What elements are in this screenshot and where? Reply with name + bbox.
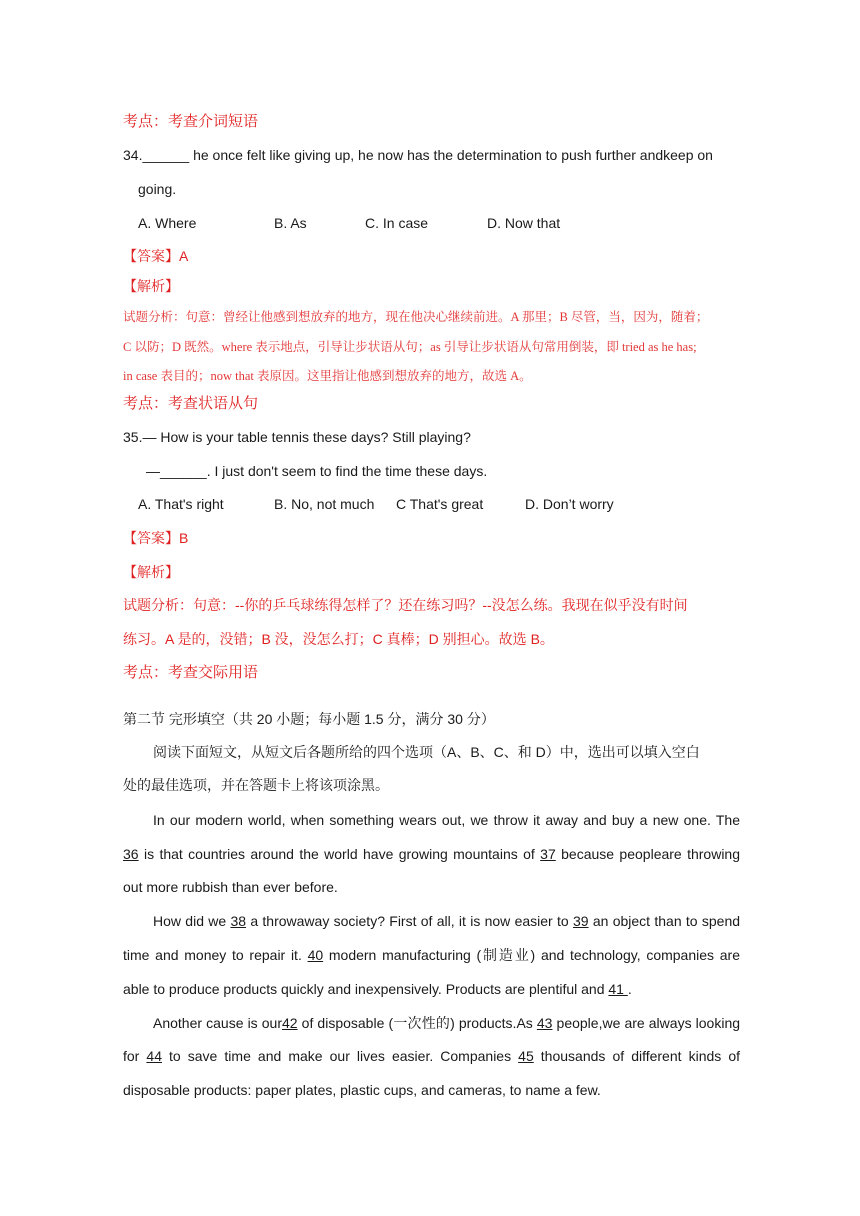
q35-analysis-line2: 练习。A 是的，没错；B 没，没怎么打；C 真棒；D 别担心。故选 B。 (123, 631, 554, 647)
q34-analysis-line2: C 以防；D 既然。where 表示地点，引导让步状语从句；as 引导让步状语从句常用倒装，即 tried as he has; (123, 340, 697, 354)
blank-43: 43 (536, 1015, 553, 1031)
passage-p2-line3: able to produce products quickly and inexpensively. Products are plentiful and 41 . (123, 981, 632, 997)
q35-answer: 【答案】B (123, 530, 189, 546)
q34-kaodian: 考点：考查状语从句 (123, 396, 259, 412)
q35-option-d: D. Don’t worry (525, 496, 614, 512)
blank-37: 37 (540, 846, 556, 862)
q34-answer: 【答案】A (123, 248, 189, 264)
passage-p1-line2: 36 is that countries around the world have growing mountains of 37 because peopleare throwing (123, 846, 741, 862)
q35-option-b: B. No, not much (274, 496, 375, 512)
blank-45: 45 (518, 1048, 534, 1064)
blank-42: 42 (282, 1015, 298, 1031)
passage-p2-line1: How did we 38 a throwaway society? First of all, it is now easier to 39 an object than to spend (153, 913, 741, 929)
q34-stem-line1: 34.______ he once felt like giving up, he now has the determination to push further andkeep on (123, 147, 713, 163)
blank-44: 44 (146, 1048, 162, 1064)
blank-38: 38 (230, 913, 247, 929)
q34-stem-line2: going. (138, 181, 177, 197)
passage-p3-line1: Another cause is our42 of disposable (一次性的) products.As 43 people,we are always looking (153, 1015, 741, 1032)
q35-jiexi-label: 【解析】 (123, 564, 179, 580)
passage-p2-line2: time and money to repair it. 40 modern manufacturing (制造业) and technology, companies are (123, 947, 740, 964)
passage-p3-line2: for 44 to save time and make our lives easier. Companies 45 thousands of different kinds of (123, 1048, 740, 1064)
q34-option-d: D. Now that (487, 215, 561, 231)
q34-analysis-line1: 试题分析：句意：曾经让他感到想放弃的地方，现在他决心继续前进。A 那里；B 尽管，当，因为，随着； (123, 310, 709, 324)
q33-kaodian: 考点：考查介词短语 (123, 114, 259, 130)
section-heading: 第二节 完形填空（共 20 小题；每小题 1.5 分，满分 30 分） (123, 711, 495, 727)
q35-analysis-line1: 试题分析：句意：--你的乒乓球练得怎样了？还在练习吗？--没怎么练。我现在似乎没有时间 (123, 597, 688, 613)
passage-p3-line3: disposable products: paper plates, plastic cups, and cameras, to name a few. (123, 1082, 601, 1098)
q35-option-a: A. That's right (138, 496, 224, 512)
q34-analysis-line3: in case 表目的；now that 表原因。这里指让他感到想放弃的地方，故选 A。 (123, 369, 532, 383)
q34-jiexi-label: 【解析】 (123, 278, 179, 294)
q34-options (138, 213, 740, 233)
passage-p1-line3: out more rubbish than ever before. (123, 879, 338, 895)
blank-40: 40 (307, 947, 324, 963)
q34-option-a: A. Where (138, 215, 197, 231)
q35-stem-line2: —______. I just don't seem to find the time these days. (146, 463, 488, 479)
q35-options (138, 494, 740, 514)
q34-option-c: C. In case (365, 215, 429, 231)
q35-kaodian: 考点：考查交际用语 (123, 665, 259, 681)
q34-option-b: B. As (274, 215, 307, 231)
section-instruction-line1: 阅读下面短文，从短文后各题所给的四个选项（A、B、C、和 D）中，选出可以填入空白 (153, 744, 700, 760)
section-instruction-line2: 处的最佳选项，并在答题卡上将该项涂黑。 (123, 777, 389, 793)
q35-stem-line1: 35.— How is your table tennis these days? Still playing? (123, 429, 471, 445)
blank-39: 39 (572, 913, 589, 929)
blank-36: 36 (123, 846, 139, 862)
blank-41: 41 (608, 981, 628, 997)
q35-option-c: C That's great (396, 496, 484, 512)
passage-p1-line1: In our modern world, when something wears out, we throw it away and buy a new one. The (153, 812, 740, 828)
